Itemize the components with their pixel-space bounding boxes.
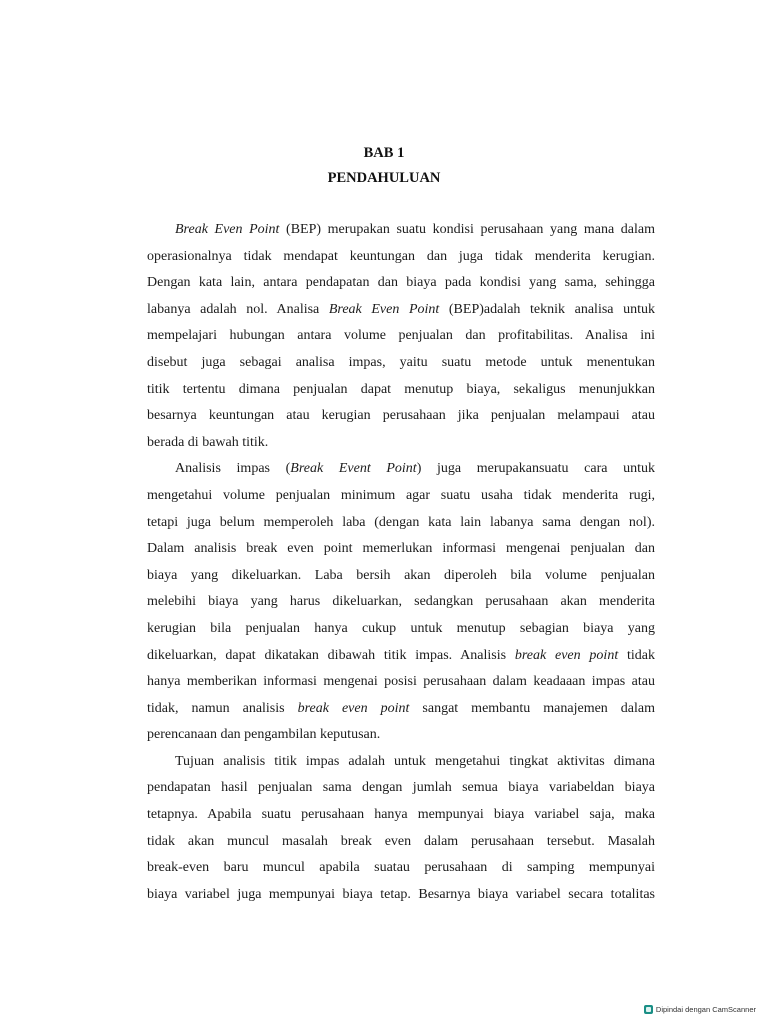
text-line xyxy=(147,882,655,909)
text-line xyxy=(147,323,655,350)
text-segment: hanya memberikan informasi mengenai posisi perusahaan dalam keadaaan impas atau xyxy=(147,674,655,690)
text-line xyxy=(147,802,655,829)
camscanner-icon xyxy=(644,1005,653,1014)
text-line xyxy=(147,829,655,856)
text-segment: tidak, namun analisis xyxy=(147,700,298,716)
text-line xyxy=(147,430,655,457)
text-segment: Analisis impas ( xyxy=(175,461,291,477)
text-segment: Tujuan analisis titik impas adalah untuk mengetahui tingkat aktivitas dimana xyxy=(175,753,655,769)
text-segment: tetapnya. Apabila suatu perusahaan hanya mempunyai biaya variabel saja, maka xyxy=(147,807,655,823)
text-line xyxy=(147,483,655,510)
text-line xyxy=(147,403,655,430)
text-segment: melebihi biaya yang harus dikeluarkan, sedangkan perusahaan akan menderita xyxy=(147,594,655,610)
text-segment: (BEP)adalah teknik analisa untuk xyxy=(439,301,655,317)
text-segment: pendapatan hasil penjualan sama dengan jumlah semua biaya variabeldan biaya xyxy=(147,780,655,796)
text-segment: operasionalnya tidak mendapat keuntungan dan juga tidak menderita kerugian. xyxy=(147,248,655,264)
text-line xyxy=(147,855,655,882)
text-line xyxy=(147,669,655,696)
text-line xyxy=(147,297,655,324)
text-line xyxy=(147,377,655,404)
scanner-watermark-text: Dipindai dengan CamScanner xyxy=(655,1005,756,1014)
text-line xyxy=(147,350,655,377)
italic-term: break even point xyxy=(297,700,410,716)
text-segment: sangat membantu manajemen dalam xyxy=(409,700,656,716)
text-line xyxy=(147,536,655,563)
text-segment: perencanaan dan pengambilan keputusan. xyxy=(147,727,381,743)
text-segment: mengetahui volume penjualan minimum agar suatu usaha tidak menderita rugi, xyxy=(147,487,655,503)
text-line xyxy=(147,270,655,297)
italic-term: Break Even Point xyxy=(328,301,440,317)
text-line xyxy=(147,456,655,483)
text-line xyxy=(147,775,655,802)
text-line xyxy=(147,217,655,244)
text-segment: titik tertentu dimana penjualan dapat menutup biaya, sekaligus menunjukkan xyxy=(147,381,655,397)
text-segment: Dalam analisis break even point memerlukan informasi mengenai penjualan dan xyxy=(147,541,655,557)
chapter-title: PENDAHULUAN xyxy=(327,170,441,186)
text-segment: tidak akan muncul masalah break even dalam perusahaan tersebut. Masalah xyxy=(147,833,655,849)
text-segment: biaya yang dikeluarkan. Laba bersih akan diperoleh bila volume penjualan xyxy=(147,567,655,583)
italic-term: break even point xyxy=(514,647,619,663)
text-segment: berada di bawah titik. xyxy=(147,434,269,450)
text-segment: besarnya keuntungan atau kerugian perusahaan jika penjualan melampaui atau xyxy=(147,408,655,424)
text-line xyxy=(147,563,655,590)
text-line xyxy=(147,244,655,271)
text-line xyxy=(147,643,655,670)
text-segment: break-even baru muncul apabila suatau perusahaan di samping mempunyai xyxy=(147,860,655,876)
text-segment: tetapi juga belum memperoleh laba (dengan kata lain labanya sama dengan nol). xyxy=(147,514,655,530)
text-line xyxy=(147,616,655,643)
text-segment: Dengan kata lain, antara pendapatan dan biaya pada kondisi yang sama, sehingga xyxy=(147,275,655,291)
text-segment: biaya variabel juga mempunyai biaya tetap. Besarnya biaya variabel secara totalitas xyxy=(147,886,655,902)
text-segment: (BEP) merupakan suatu kondisi perusahaan yang mana dalam xyxy=(279,222,655,237)
text-segment: labanya adalah nol. Analisa xyxy=(147,301,329,317)
italic-term: Break Even Point xyxy=(175,222,280,237)
scanner-watermark xyxy=(644,1005,756,1014)
chapter-number: BAB 1 xyxy=(363,145,405,161)
text-line xyxy=(147,696,655,723)
text-segment: mempelajari hubungan antara volume penjualan dan profitabilitas. Analisa ini xyxy=(147,328,655,344)
text-line xyxy=(147,749,655,776)
text-segment: dikeluarkan, dapat dikatakan dibawah titik impas. Analisis xyxy=(147,647,515,663)
text-segment: kerugian bila penjualan hanya cukup untuk menutup sebagian biaya yang xyxy=(147,620,655,636)
body-text xyxy=(147,217,655,908)
italic-term: Break Event Point xyxy=(290,461,417,477)
text-line xyxy=(147,510,655,537)
text-line xyxy=(147,589,655,616)
text-line xyxy=(147,722,655,749)
text-segment: ) juga merupakansuatu cara untuk xyxy=(416,461,655,477)
text-segment: disebut juga sebagai analisa impas, yaitu suatu metode untuk menentukan xyxy=(147,354,655,370)
text-segment: tidak xyxy=(618,647,655,663)
